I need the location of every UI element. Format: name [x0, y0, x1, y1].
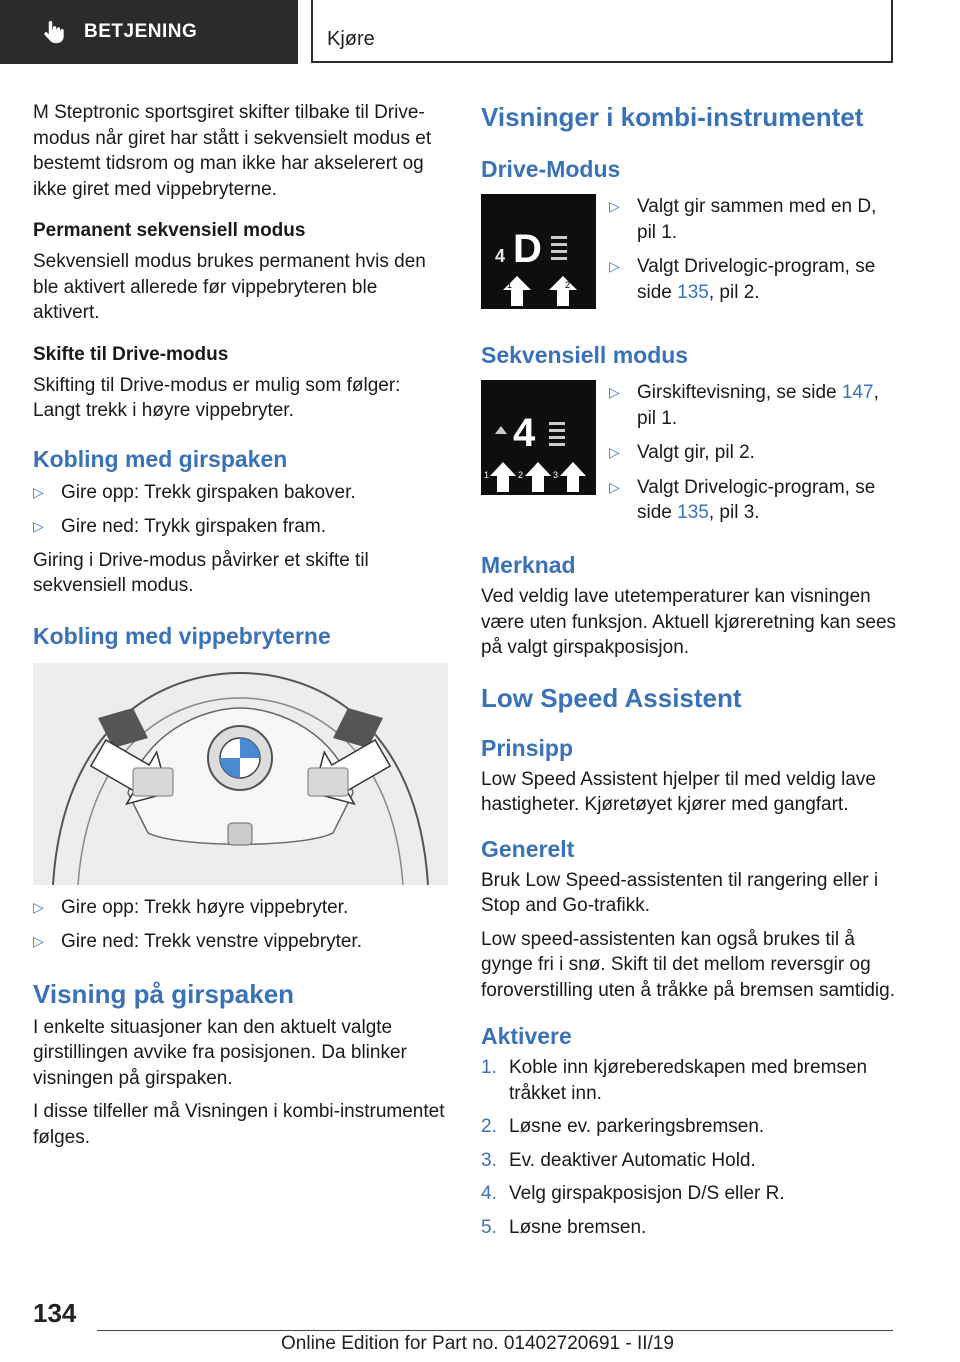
perm-heading: Permanent sekvensiell modus — [33, 220, 306, 241]
list-item: ▷ Gire opp: Trekk høyre vippebryter. — [33, 895, 449, 921]
merknad-text: Ved veldig lave utetemperaturer kan visningen være uten funksjon. Aktuell kjøreretning kan sees på valgt girspakposisjon. — [481, 586, 897, 658]
section-tab — [0, 0, 298, 64]
kobling-vippe-heading: Kobling med vippebryterne — [33, 622, 331, 649]
chapter-header — [311, 0, 893, 63]
kobling-girspak-heading: Kobling med girspaken — [33, 445, 288, 472]
page-link[interactable]: 135 — [677, 281, 709, 303]
sequential-mode-display-image — [481, 380, 596, 495]
skifte-text: Skifting til Drive-modus er mulig som følger: Langt trekk i høyre vippebryter. — [33, 374, 401, 421]
svg-text:1: 1 — [484, 470, 490, 480]
prinsipp-heading: Prinsipp — [481, 734, 574, 761]
visning-heading: Visning på girspaken — [33, 978, 295, 1009]
triangle-bullet-icon: ▷ — [33, 898, 44, 915]
drive-heading: Drive-Modus — [481, 156, 621, 182]
list-item: ▷ Valgt Drivelogic-program, se side 135, pil 3. — [609, 475, 899, 526]
skifte-heading: Skifte til Drive-modus — [33, 343, 229, 365]
list-item: ▷ Valgt gir sammen med en D, pil 1. — [609, 194, 899, 245]
list-item: ▷ Valgt gir, pil 2. — [609, 440, 899, 466]
drive-mode-display-image — [481, 194, 596, 309]
triangle-bullet-icon: ▷ — [609, 198, 620, 214]
svg-text:3: 3 — [553, 470, 559, 480]
svg-text:4: 4 — [495, 246, 506, 266]
list-item: ▷ Gire opp: Trekk girspaken bakover. — [33, 480, 449, 506]
list-item: ▷ Valgt Drivelogic-program, se side 135, pil 2. — [609, 254, 899, 305]
hand-pointer-icon — [40, 18, 68, 46]
chapter-title: Kjøre — [327, 28, 375, 50]
step-item: 5. Løsne bremsen. — [481, 1216, 647, 1238]
page-link[interactable]: 147 — [841, 382, 874, 403]
triangle-bullet-icon: ▷ — [33, 518, 44, 534]
visning-text-2: I disse tilfeller må Visningen i kombi-instrumentet følges. — [33, 1101, 445, 1148]
triangle-bullet-icon: ▷ — [609, 444, 620, 460]
drive-items — [609, 194, 899, 305]
page-number: 134 — [33, 1298, 77, 1328]
aktivere-heading: Aktivere — [481, 1023, 572, 1049]
svg-text:2: 2 — [518, 470, 524, 480]
list-item: ▷ Girskiftevisning, se side 147, pil 1. — [609, 380, 899, 431]
section-label: BETJENING — [84, 21, 198, 42]
step-item: 2. Løsne ev. parkeringsbremsen. — [481, 1116, 765, 1137]
list-item: ▷ Gire ned: Trekk venstre vippebryter. — [33, 929, 449, 955]
triangle-bullet-icon: ▷ — [33, 483, 44, 500]
generelt-heading: Generelt — [481, 835, 575, 862]
svg-text:2: 2 — [565, 280, 571, 290]
sek-items — [609, 380, 899, 526]
perm-text: Sekvensiell modus brukes permanent hvis den ble aktivert allerede før vippebryteren ble aktivert. — [33, 251, 426, 323]
kombi-heading: Visninger i kombi-instrumentet — [481, 102, 864, 132]
visning-text-1: I enkelte situasjoner kan den aktuelt valgte girstillingen avvike fra posisjonen. Da blinker visningen på girspaken. — [33, 1016, 407, 1089]
lsa-heading: Low Speed Assistent — [481, 682, 742, 713]
svg-text:1: 1 — [507, 280, 513, 290]
sek-heading: Sekvensiell modus — [481, 342, 689, 368]
prinsipp-text: Low Speed Assistent hjelper til med veldig lave hastigheter. Kjøretøyet kjører med gangfart. — [481, 768, 877, 815]
sek-display-block — [481, 380, 897, 540]
step-item: 3. Ev. deaktiver Automatic Hold. — [481, 1149, 756, 1171]
svg-text:D: D — [513, 227, 542, 271]
steering-wheel-illustration — [33, 663, 448, 885]
footer-edition: Online Edition for Part no. 01402720691 - II/19 — [281, 1333, 674, 1354]
triangle-bullet-icon: ▷ — [609, 258, 620, 274]
svg-text:4: 4 — [513, 411, 536, 455]
page-link[interactable]: 135 — [677, 502, 709, 523]
right-column — [481, 100, 897, 1240]
kobling-girspak-note: Giring i Drive-modus påvirker et skifte til sekvensiell modus. — [33, 549, 369, 596]
drive-display-block — [481, 194, 897, 314]
generelt-text-1: Bruk Low Speed-assistenten til rangering eller i Stop and Go-trafikk. — [481, 869, 879, 916]
step-item: 1. Koble inn kjøreberedskapen med bremsen tråkket inn. — [481, 1057, 868, 1104]
triangle-bullet-icon: ▷ — [609, 478, 620, 495]
generelt-text-2: Low speed-assistenten kan også brukes til å gynge fri i snø. Skift til det mellom reversgir og foroverstilling uten å tråkke på bremsen samtidig. — [481, 928, 895, 1001]
footer-divider — [97, 1330, 893, 1331]
step-item: 4. Velg girspakposisjon D/S eller R. — [481, 1183, 785, 1204]
triangle-bullet-icon: ▷ — [33, 933, 44, 949]
triangle-bullet-icon: ▷ — [609, 384, 620, 400]
left-column — [33, 100, 449, 1150]
merknad-heading: Merknad — [481, 552, 576, 578]
intro-text: M Steptronic sportsgiret skifter tilbake til Drive-modus når giret har stått i sekvensielt modus et bestemt tidsrom og man ikke har akselerert og ikke giret med vippebryterne. — [33, 102, 432, 200]
list-item: ▷ Gire ned: Trykk girspaken fram. — [33, 514, 449, 540]
